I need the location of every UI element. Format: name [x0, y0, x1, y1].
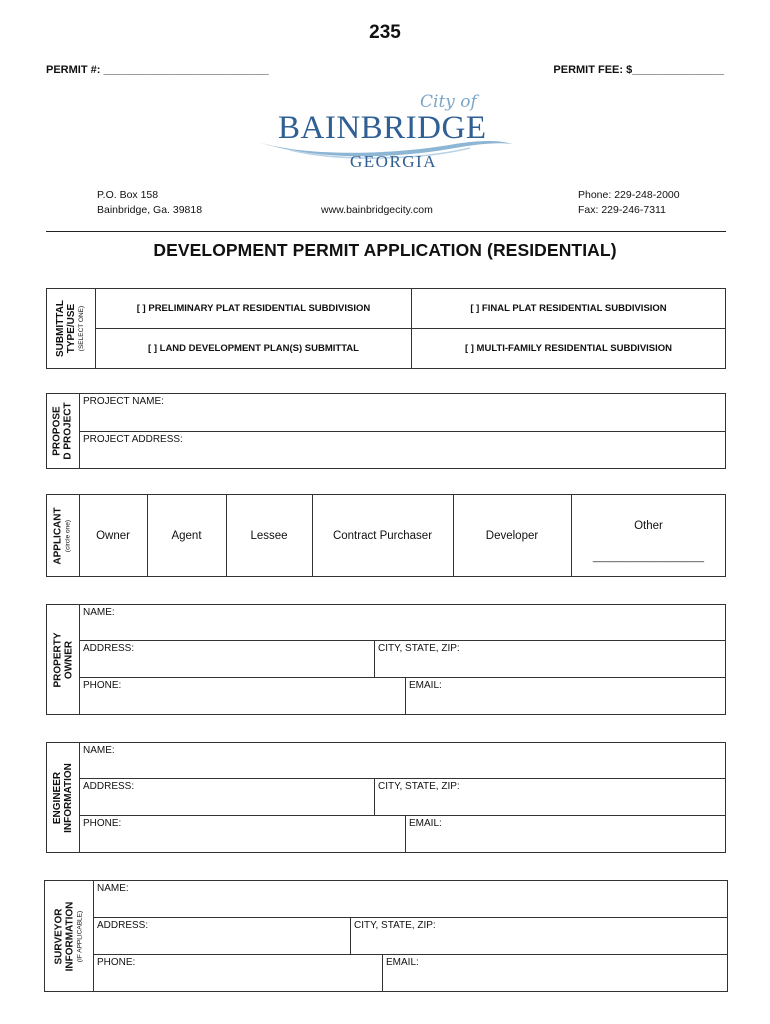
phone-number: Phone: 229-248-2000 — [578, 189, 680, 201]
applicant-label-text: APPLICANT — [53, 506, 65, 565]
submittal-label-line2: TYPE/USE — [66, 303, 78, 354]
project-address-field[interactable]: PROJECT ADDRESS: — [79, 431, 726, 469]
engineer-name-field[interactable]: NAME: — [79, 742, 726, 779]
submittal-option-land-development[interactable]: [ ] LAND DEVELOPMENT PLAN(S) SUBMITTAL — [95, 328, 412, 369]
owner-email-field[interactable]: EMAIL: — [405, 677, 726, 715]
submittal-label — [46, 288, 96, 369]
applicant-sublabel: (circle one) — [65, 519, 73, 552]
submittal-label-line1: SUBMITTAL — [55, 299, 67, 358]
contact-phone-fax — [578, 188, 680, 218]
project-label-line1: PROPOSE — [52, 406, 64, 456]
document-number: 235 — [369, 22, 401, 43]
project-name-field[interactable]: PROJECT NAME: — [79, 393, 726, 432]
surveyor-label-line2: INFORMATION — [64, 901, 76, 971]
submittal-sublabel: (SELECT ONE) — [78, 305, 86, 352]
engineer-label-line1: ENGINEER — [52, 771, 63, 824]
applicant-option-other[interactable]: Other — [634, 520, 663, 532]
owner-phone-field[interactable]: PHONE: — [79, 677, 406, 715]
owner-address-field[interactable]: ADDRESS: — [79, 640, 375, 678]
project-label-line2: D PROJECT — [63, 402, 75, 460]
page-title: DEVELOPMENT PERMIT APPLICATION (RESIDENTIAL) — [153, 240, 617, 260]
logo-state: GEORGIA — [350, 152, 437, 171]
submittal-option-multi-family[interactable]: [ ] MULTI-FAMILY RESIDENTIAL SUBDIVISION — [411, 328, 726, 369]
applicant-option-lessee[interactable]: Lessee — [250, 529, 288, 542]
logo-city-name: BAINBRIDGE — [278, 110, 487, 146]
surveyor-email-field[interactable]: EMAIL: — [382, 954, 728, 992]
engineer-label-line2: INFORMATION — [63, 762, 74, 833]
surveyor-sublabel: (IF APPLICABLE) — [76, 910, 84, 962]
applicant-option-owner[interactable]: Owner — [96, 529, 130, 542]
header-divider — [46, 231, 726, 232]
permit-fee-field[interactable]: PERMIT FEE: $_______________ — [553, 64, 724, 76]
property-owner-label-line2: OWNER — [63, 640, 75, 679]
contact-address — [97, 188, 202, 218]
engineer-address-field[interactable]: ADDRESS: — [79, 778, 375, 816]
engineer-email-field[interactable]: EMAIL: — [405, 815, 726, 853]
fax-number: Fax: 229-246-7311 — [578, 204, 666, 216]
owner-name-field[interactable]: NAME: — [79, 604, 726, 641]
address-line-1: P.O. Box 158 — [97, 189, 159, 201]
owner-city-state-zip-field[interactable]: CITY, STATE, ZIP: — [374, 640, 726, 678]
applicant-option-contract-purchaser[interactable]: Contract Purchaser — [332, 529, 433, 542]
applicant-divider — [571, 494, 572, 577]
project-label — [46, 393, 80, 469]
applicant-label — [46, 494, 80, 577]
applicant-option-developer[interactable]: Developer — [485, 529, 539, 542]
logo-city-of: City of — [420, 92, 477, 112]
submittal-option-final-plat[interactable]: [ ] FINAL PLAT RESIDENTIAL SUBDIVISION — [411, 288, 726, 329]
applicant-other-blank[interactable]: ____________________ — [592, 552, 705, 563]
engineer-city-state-zip-field[interactable]: CITY, STATE, ZIP: — [374, 778, 726, 816]
surveyor-city-state-zip-field[interactable]: CITY, STATE, ZIP: — [350, 917, 728, 955]
surveyor-name-field[interactable]: NAME: — [93, 880, 728, 918]
surveyor-label-line1: SURVEYOR — [53, 908, 65, 964]
engineer-label — [46, 742, 80, 853]
submittal-option-preliminary-plat[interactable]: [ ] PRELIMINARY PLAT RESIDENTIAL SUBDIVISION — [95, 288, 412, 329]
property-owner-label — [46, 604, 80, 715]
surveyor-phone-field[interactable]: PHONE: — [93, 954, 383, 992]
property-owner-label-line1: PROPERTY — [52, 631, 64, 688]
surveyor-label — [44, 880, 94, 992]
city-logo — [250, 92, 520, 174]
permit-number-field[interactable]: PERMIT #: ___________________________ — [46, 64, 269, 76]
surveyor-address-field[interactable]: ADDRESS: — [93, 917, 351, 955]
website-link[interactable]: www.bainbridgecity.com — [321, 204, 433, 216]
applicant-option-agent[interactable]: Agent — [171, 529, 202, 542]
address-line-2: Bainbridge, Ga. 39818 — [97, 204, 203, 216]
engineer-phone-field[interactable]: PHONE: — [79, 815, 406, 853]
